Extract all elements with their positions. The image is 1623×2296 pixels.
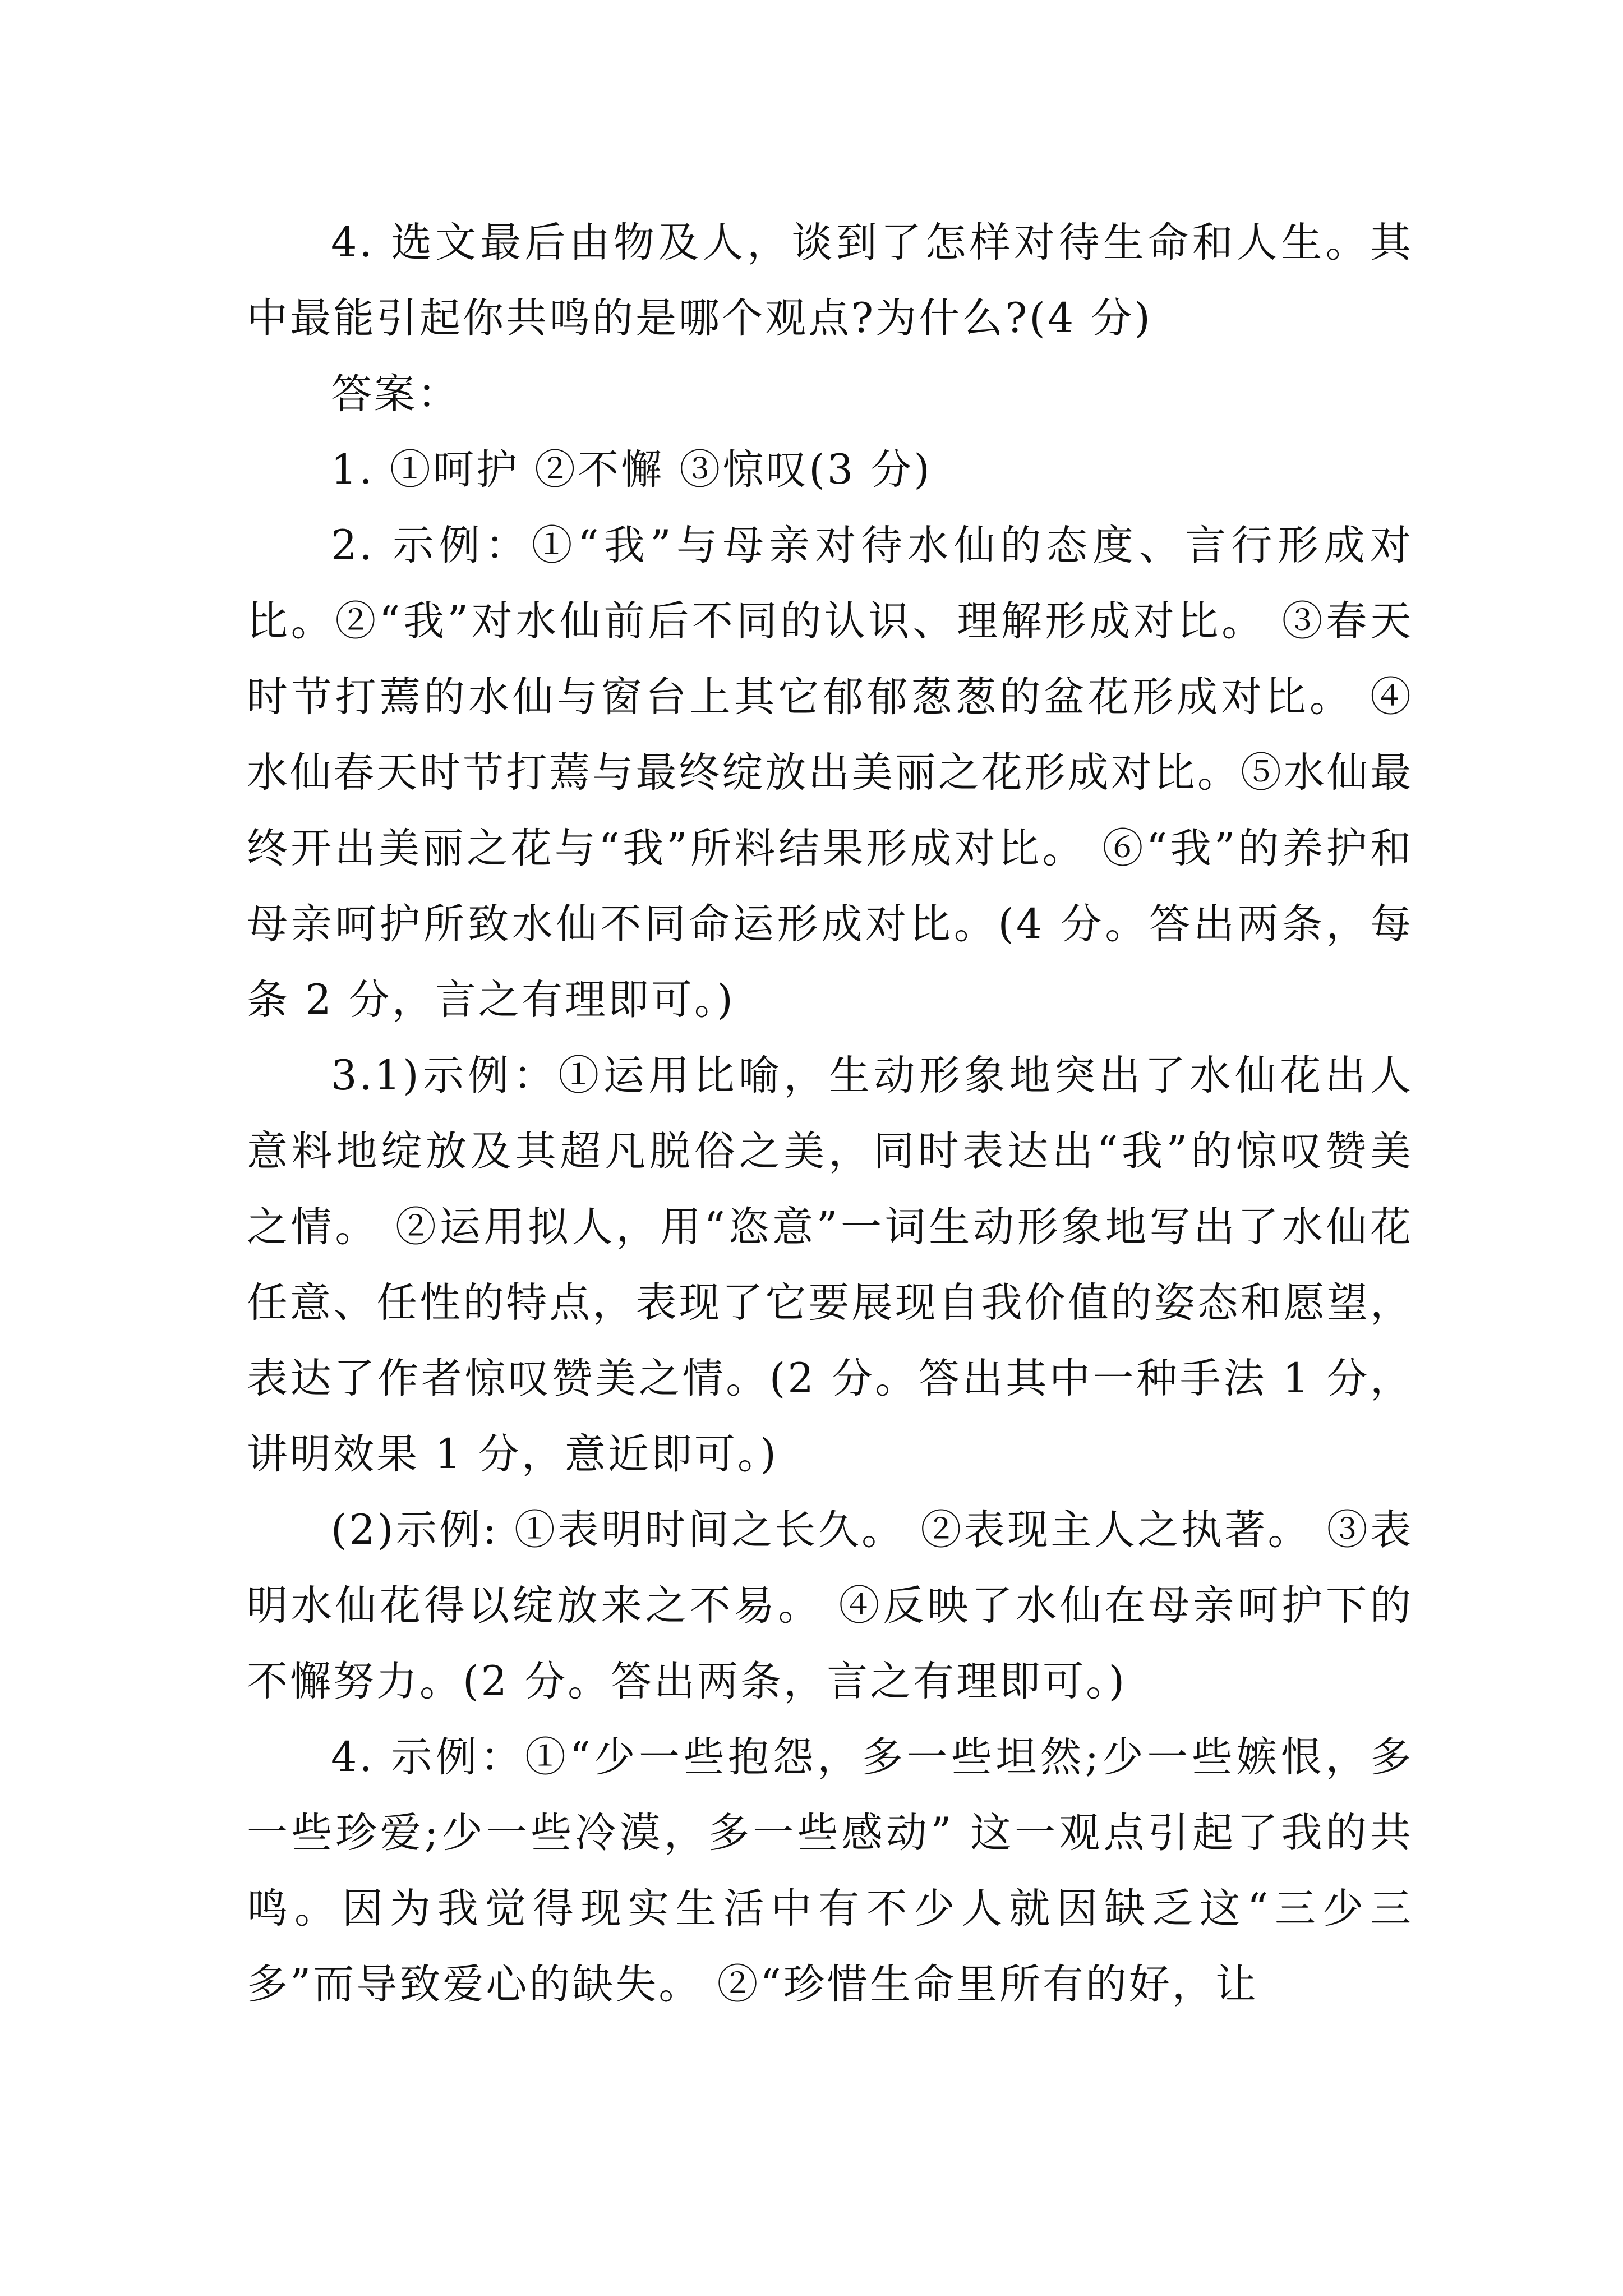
paragraph-answer-heading: 答案： — [331, 370, 460, 418]
paragraph-answer-4: 4. 示例：①“少一些抱怨，多一些坦然;少一些嫉恨，多一些珍爱;少一些冷漠，多一些感动” 这一观点引起了我的共鸣。因为我觉得现实生活中有不少人就因缺乏这“三少三多”而导致爱心的缺失。 ②“珍惜生命里所有的好，让 — [247, 1733, 1413, 2008]
paragraph-answer-3-1: 3.1)示例：①运用比喻，生动形象地突出了水仙花出人意料地绽放及其超凡脱俗之美，同时表达出“我”的惊叹赞美之情。 ②运用拟人，用“恣意”一词生动形象地写出了水仙花任意、任性的特点，表现了它要展现自我价值的姿态和愿望，表达了作者惊叹赞美之情。(2 分。答出其中一种手法 1 分，讲明效果 1 分，意近即可。) — [247, 1052, 1413, 1478]
paragraph-question-4: 4. 选文最后由物及人，谈到了怎样对待生命和人生。其中最能引起你共鸣的是哪个观点?为什么?(4 分) — [247, 219, 1413, 342]
paragraph-answer-3-2: (2)示例: ①表明时间之长久。 ②表现主人之执著。 ③表明水仙花得以绽放来之不易。 ④反映了水仙在母亲呵护下的不懈努力。(2 分。答出两条，言之有理即可。) — [247, 1506, 1413, 1705]
paragraph-answer-2: 2. 示例：①“我”与母亲对待水仙的态度、言行形成对比。②“我”对水仙前后不同的认识、理解形成对比。 ③春天时节打蔫的水仙与窗台上其它郁郁葱葱的盆花形成对比。 ④水仙春天时节打蔫与最终绽放出美丽之花形成对比。⑤水仙最终开出美丽之花与“我”所料结果形成对比。 ⑥“我”的养护和母亲呵护所致水仙不同命运形成对比。(4 分。答出两条，每条 2 分，言之有理即可。) — [247, 522, 1413, 1024]
document-body — [247, 205, 1413, 2022]
paragraph-answer-1: 1. ①呵护 ②不懈 ③惊叹(3 分) — [331, 446, 932, 494]
